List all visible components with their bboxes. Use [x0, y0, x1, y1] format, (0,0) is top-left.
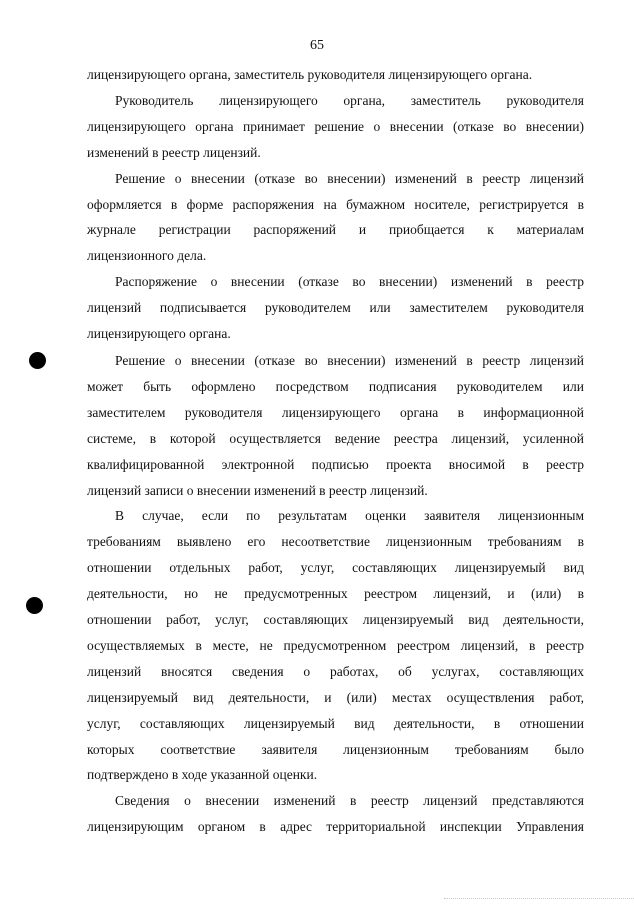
text-line: подтверждено в ходе указанной оценки.	[87, 767, 318, 783]
text-line: может быть оформлено посредством подписания руководителем или	[87, 378, 584, 394]
text-line: отношении работ, услуг, составляющих лицензируемый вид деятельности,	[87, 612, 584, 628]
scan-edge	[444, 898, 634, 905]
text-line: лицензируемый вид деятельности, и (или) местах осуществления работ,	[87, 689, 584, 705]
text-line: квалифицированной электронной подписью проекта вносимой в реестр	[87, 456, 584, 472]
paragraph	[87, 269, 584, 347]
punch-hole-mark	[29, 352, 46, 369]
text-line: Решение о внесении (отказе во внесении) изменений в реестр лицензий	[115, 170, 584, 186]
text-line: Сведения о внесении изменений в реестр лицензий представляются	[115, 793, 584, 809]
text-line: Распоряжение о внесении (отказе во внесении) изменений в реестр	[115, 274, 584, 290]
text-line: журнале регистрации распоряжений и приобщается к материалам	[87, 222, 584, 238]
paragraph	[87, 503, 584, 788]
text-line: которых соответствие заявителя лицензионным требованиям было	[87, 741, 584, 757]
text-line: лицензирующего органа.	[87, 326, 231, 342]
text-line: осуществляемых в месте, не предусмотренном реестром лицензий, в реестр	[87, 637, 584, 653]
paragraph	[87, 348, 584, 503]
text-line: лицензирующего органа, заместитель руководителя лицензирующего органа.	[87, 67, 533, 82]
text-line: отношении отдельных работ, услуг, составляющих лицензируемый вид	[87, 560, 584, 576]
text-line: лицензий подписывается руководителем или заместителем руководителя	[87, 300, 584, 316]
text-line: требованиям выявлено его несоответствие лицензионным требованиям в	[87, 534, 584, 550]
text-line: деятельности, но не предусмотренных реестром лицензий, и (или) в	[87, 586, 584, 602]
text-line: Решение о внесении (отказе во внесении) изменений в реестр лицензий	[115, 352, 584, 368]
text-line: лицензирующего органа принимает решение о внесении (отказе во внесении)	[87, 118, 584, 134]
text-line: лицензий вносятся сведения о работах, об услугах, составляющих	[87, 663, 584, 679]
text-line: Руководитель лицензирующего органа, заместитель руководителя	[115, 92, 584, 108]
page-number: 65	[310, 38, 324, 53]
text-line: лицензий записи о внесении изменений в реестр лицензий.	[87, 482, 428, 498]
paragraph	[87, 62, 584, 88]
text-line: оформляется в форме распоряжения на бумажном носителе, регистрируется в	[87, 196, 584, 212]
text-line: системе, в которой осуществляется ведение реестра лицензий, усиленной	[87, 430, 584, 446]
text-line: услуг, составляющих лицензируемый вид деятельности, в отношении	[87, 715, 584, 731]
document-body	[87, 62, 584, 840]
paragraph	[87, 166, 584, 270]
text-line: В случае, если по результатам оценки заявителя лицензионным	[115, 508, 584, 524]
text-line: лицензионного дела.	[87, 248, 207, 264]
text-line: заместителем руководителя лицензирующего органа в информационной	[87, 404, 584, 420]
punch-hole-mark	[26, 597, 43, 614]
text-line: лицензирующим органом в адрес территориальной инспекции Управления	[87, 819, 584, 835]
paragraph	[87, 788, 584, 840]
text-line: изменений в реестр лицензий.	[87, 144, 261, 160]
paragraph	[87, 88, 584, 166]
